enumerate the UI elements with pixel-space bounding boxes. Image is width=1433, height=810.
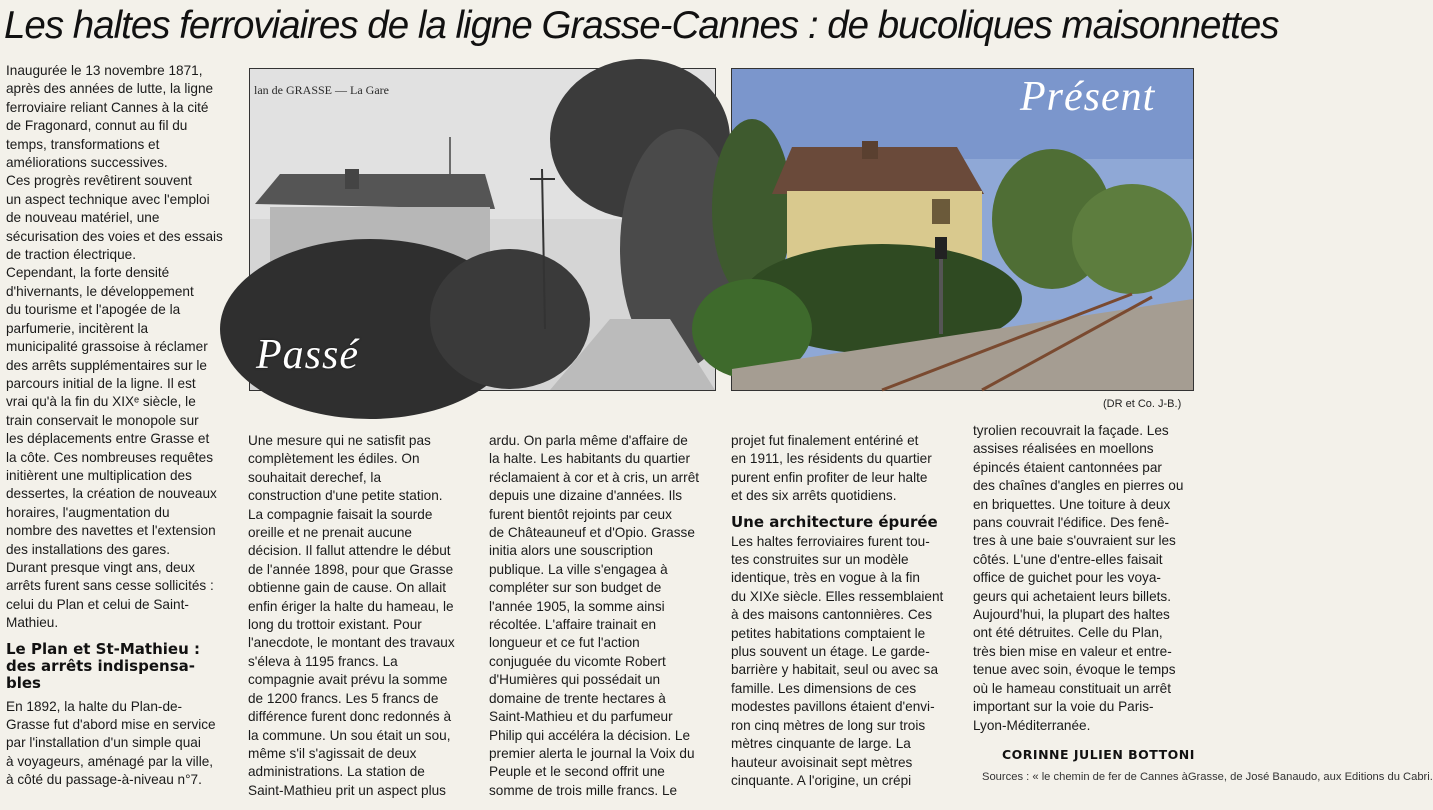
text-line: identique, très en vogue à la fin: [731, 570, 920, 586]
text-line: très bien mise en valeur et entre-: [973, 643, 1172, 659]
text-line: office de guichet pour les voya-: [973, 570, 1161, 586]
text-line: côtés. L'une d'entre-elles faisait: [973, 551, 1163, 567]
text-line: ardu. On parla même d'affaire de: [489, 433, 688, 448]
text-line: furent bientôt rejoints par ceux: [489, 506, 672, 522]
text-line: municipalité grassoise à réclamer: [6, 339, 208, 355]
subhead-line: des arrêts indispensa-: [6, 656, 195, 675]
text-line: la commune. Un sou était un sou,: [248, 727, 451, 743]
text-line: mètres cinquante de large. La: [731, 736, 911, 752]
text-line: Inaugurée le 13 novembre 1871,: [6, 63, 203, 78]
text-line: où le hameau constituait un arrêt: [973, 680, 1171, 696]
text-line: l'anecdote, le montant des travaux: [248, 635, 455, 651]
text-line: la halte. Les habitants du quartier: [489, 451, 691, 467]
text-line: complètement les édiles. On: [248, 451, 420, 467]
col4-after: [731, 533, 963, 791]
text-line: celui du Plan et celui de Saint-: [6, 596, 189, 612]
present-caption: Présent: [1020, 74, 1156, 120]
text-line: initia alors une souscription: [489, 543, 653, 559]
text-line: pans couvrait l'édifice. Des fenê-: [973, 515, 1170, 531]
subhead-plan-st-mathieu: [6, 641, 234, 692]
text-line: enfin ériger la halte du hameau, le: [248, 598, 454, 614]
text-line: à voyageurs, aménagé par la ville,: [6, 753, 214, 769]
text-line: à des maisons cantonnières. Ces: [731, 607, 932, 623]
text-line: tyrolien recouvrait la façade. Les: [973, 423, 1169, 438]
column-5: [973, 422, 1195, 735]
text-line: après des années de lutte, la ligne: [6, 81, 214, 97]
text-line: de nouveau matériel, une: [6, 210, 160, 226]
text-line: tenue avec soin, évoque le temps: [973, 662, 1176, 678]
text-line: depuis une dizaine d'années. Ils: [489, 488, 683, 504]
text-line: les déplacements entre Grasse et: [6, 431, 210, 447]
sources-line: Sources : « le chemin de fer de Cannes à: [982, 771, 1188, 783]
text-line: compléter sur son budget de: [489, 580, 662, 596]
text-line: projet fut finalement entériné et: [731, 433, 919, 448]
text-line: Mathieu.: [6, 615, 59, 631]
text-line: publique. La ville s'engagea à: [489, 561, 668, 577]
past-caption: Passé: [256, 332, 359, 378]
text-line: temps, transformations et: [6, 136, 160, 152]
text-line: oreille et ne prenait aucune: [248, 525, 412, 541]
text-line: geurs qui achetaient leurs billets.: [973, 588, 1171, 604]
text-line: parcours initial de la ligne. Il est: [6, 375, 196, 391]
text-line: plus souvent un étage. Le garde-: [731, 644, 930, 660]
text-line: de l'année 1898, pour que Grasse: [248, 561, 454, 577]
col1-intro: [6, 62, 234, 633]
photo-present: [731, 68, 1194, 391]
text-line: modestes pavillons étaient d'envi-: [731, 699, 935, 715]
text-line: l'année 1905, la somme ainsi: [489, 598, 665, 614]
text-line: arrêts furent sans cesse sollicités :: [6, 578, 214, 594]
text-line: Ces progrès revêtirent souvent: [6, 173, 192, 189]
text-line: premier alerta le journal la Voix du: [489, 745, 695, 761]
text-line: à côté du passage-à-niveau n°7.: [6, 772, 202, 788]
byline: CORINNE JULIEN BOTTONI: [1002, 747, 1195, 762]
text-line: la côte. Ces nombreuses requêtes: [6, 449, 214, 465]
text-line: La compagnie faisait la sourde: [248, 506, 433, 522]
column-4: [731, 432, 963, 790]
text-line: cinquante. A l'origine, un crépi: [731, 772, 912, 788]
postcard-label: lan de GRASSE — La Gare: [254, 83, 389, 97]
text-line: somme de trois mille francs. Le: [489, 782, 678, 798]
text-line: améliorations successives.: [6, 155, 168, 171]
text-line: vrai qu'à la fin du XIXᵉ siècle, le: [6, 394, 196, 410]
text-line: Saint-Mathieu et du parfumeur: [489, 709, 673, 725]
text-line: domaine de trente hectares à: [489, 690, 666, 706]
text-line: Durant presque vingt ans, deux: [6, 559, 195, 575]
text-line: barrière y habitait, seul ou avec sa: [731, 662, 939, 678]
col4-top: [731, 432, 963, 506]
text-line: même s'il s'agissait de deux: [248, 745, 417, 761]
subhead-line: Le Plan et St-Mathieu :: [6, 639, 200, 658]
text-line: Aujourd'hui, la plupart des haltes: [973, 607, 1170, 623]
text-line: Une mesure qui ne satisfit pas: [248, 433, 431, 448]
column-2: [248, 432, 478, 800]
text-line: ron cinq mètres de long sur trois: [731, 717, 926, 733]
text-line: d'hivernants, le développement: [6, 283, 194, 299]
text-line: d'Humières qui possédait un: [489, 672, 661, 688]
text-line: en briquettes. Une toiture à deux: [973, 496, 1171, 512]
text-line: longueur et ce fut l'action: [489, 635, 640, 651]
text-line: petites habitations comptaient le: [731, 625, 926, 641]
text-line: des installations des gares.: [6, 541, 170, 557]
text-line: obtienne gain de cause. On allait: [248, 580, 447, 596]
subhead-architecture: Une architecture épurée: [731, 512, 938, 531]
text-line: souhaitait derechef, la: [248, 469, 382, 485]
text-line: récoltée. L'affaire trainait en: [489, 617, 657, 633]
text-line: important sur la voie du Paris-: [973, 699, 1154, 715]
text-line: horaires, l'augmentation du: [6, 504, 170, 520]
text-line: s'éleva à 1195 francs. La: [248, 653, 398, 669]
text-line: Les haltes ferroviaires furent tou-: [731, 533, 930, 549]
subhead-line: bles: [6, 673, 41, 692]
text-line: ferroviaire reliant Cannes à la cité: [6, 99, 209, 115]
text-line: et des six arrêts quotidiens.: [731, 488, 897, 504]
text-line: en 1911, les résidents du quartier: [731, 451, 932, 467]
text-line: Lyon-Méditerranée.: [973, 717, 1091, 733]
text-line: initièrent une multiplication des: [6, 467, 192, 483]
text-line: construction d'une petite station.: [248, 488, 443, 504]
text-line: long du trottoir existant. Pour: [248, 617, 422, 633]
text-line: parfumerie, incitèrent la: [6, 320, 149, 336]
text-line: décision. Il fallut attendre le début: [248, 543, 451, 559]
column-1: [6, 62, 234, 790]
text-line: Saint-Mathieu prit un aspect plus: [248, 782, 446, 798]
text-line: de Fragonard, connut au fil du: [6, 118, 188, 134]
col1-after: [6, 698, 234, 790]
text-line: purent enfin profiter de leur halte: [731, 469, 928, 485]
headline: Les haltes ferroviaires de la ligne Grasse-Cannes : de bucoliques maisonnettes: [4, 4, 1279, 47]
text-line: famille. Les dimensions de ces: [731, 680, 917, 696]
text-line: par l'installation d'un simple quai: [6, 735, 201, 751]
text-line: Peuple et le second offrit une: [489, 764, 665, 780]
text-line: conjuguée du vicomte Robert: [489, 653, 666, 669]
text-line: Grasse fut d'abord mise en service: [6, 717, 216, 732]
text-line: administrations. La station de: [248, 764, 425, 780]
sources: [982, 768, 1433, 786]
text-line: du tourisme et l'apogée de la: [6, 302, 181, 318]
text-line: de traction électrique.: [6, 247, 136, 263]
text-line: En 1892, la halte du Plan-de-: [6, 698, 183, 714]
sources-line: Grasse, de José Banaudo, aux Editions du Cabri.: [1187, 771, 1433, 783]
text-line: réclamaient à cor et à cris, un arrêt: [489, 469, 700, 485]
text-line: différence furent donc redonnés à: [248, 709, 452, 725]
text-line: des arrêts supplémentaires sur le: [6, 357, 207, 373]
text-line: assises réalisées en moellons: [973, 441, 1154, 457]
text-line: Cependant, la forte densité: [6, 265, 170, 281]
text-line: des chaînes d'angles en pierres ou: [973, 478, 1184, 494]
text-line: sécurisation des voies et des essais: [6, 228, 223, 244]
text-line: hauteur avoisinait sept mètres: [731, 754, 913, 770]
text-line: du XIXe siècle. Elles ressemblaient: [731, 588, 944, 604]
text-line: un aspect technique avec l'emploi: [6, 191, 210, 207]
text-line: de Châteauneuf et d'Opio. Grasse: [489, 525, 695, 541]
text-line: nombre des navettes et l'extension: [6, 523, 216, 539]
text-line: tres à une baie s'ouvraient sur les: [973, 533, 1176, 549]
column-3: [489, 432, 717, 800]
text-line: tes construites sur un modèle: [731, 552, 909, 568]
text-line: ont été détruites. Celle du Plan,: [973, 625, 1163, 641]
photo-credit: (DR et Co. J-B.): [1103, 398, 1182, 410]
text-line: train conservait le monopole sur: [6, 412, 199, 428]
text-line: compagnie avait prévu la somme: [248, 672, 448, 688]
photo-past: [249, 68, 716, 391]
text-line: épincés étaient cantonnées par: [973, 459, 1162, 475]
text-line: dessertes, la création de nouveaux: [6, 486, 217, 502]
text-line: de 1200 francs. Les 5 francs de: [248, 690, 439, 706]
text-line: Philip qui accéléra la décision. Le: [489, 727, 691, 743]
